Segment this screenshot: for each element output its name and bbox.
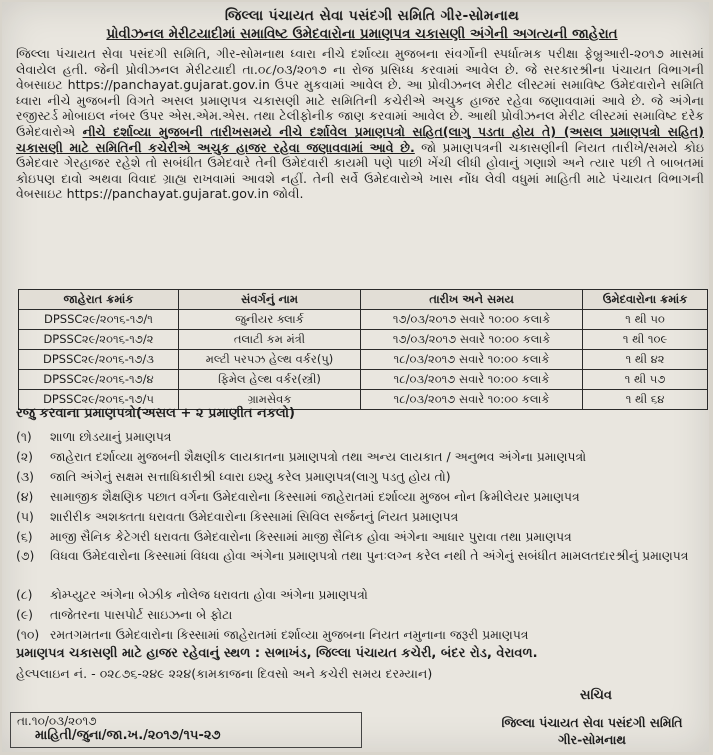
footer-reference-box — [10, 712, 362, 748]
col-candidate-range: ઉમેદવારોના ક્રમાંક — [583, 290, 708, 310]
item-number: (૩) — [16, 469, 34, 484]
item-text: રમતગમતના ઉમેદવારોના કિસ્સામાં જાહેરાતમાં દર્શાવ્યા મુજબના નિયત નમુનાના જરૂરી પ્રમાણપત્ર — [50, 627, 529, 642]
cell-cadre: ગ્રામસેવક — [178, 390, 360, 410]
table-row — [19, 310, 708, 330]
item-text: માજી સૈનિક કેટેગરી ધરાવતા ઉમેદવારોના કિસ્સામાં માજી સૈનિક હોવા અંગેના આધાર પુરાવા તથા પ્રમાણપત્ર — [50, 529, 572, 544]
item-text: શાળા છોડયાનું પ્રમાણપત્ર — [50, 429, 172, 444]
item-text: જાહેરાત દર્શાવ્યા મુજબની શૈક્ષણીક લાયકાતના પ્રમાણપત્રો તથા અન્ય લાયકાત / અનુભવ અંગેના પ્રમાણપત્રો — [50, 449, 587, 464]
venue-line: પ્રમાણપત્ર ચકાસણી માટે હાજર રહેવાનું સ્થળ : સભાખંડ, જિલ્લા પંચાયત કચેરી, બંદર રોડ, વેરાવળ. — [16, 646, 538, 661]
intro-part2: જો પ્રમાણપત્રની ચકાસણીની નિયત તારીખે/સમયે કોઇ ઉમેદવાર ગેરહાજર રહેશે તો સબંધીત ઉમેદવારે તેની ઉમેદવારી કાયમી પણે પાછી ખેંચી લીધી હોવાનું ગણાશે અને ત્યાર પછી તે બાબતમાં કોઇપણ દાવો અથવા વિવાદ ગ્રાહ્ય રાખવામાં આવશે નહીં. તેની સર્વે ઉમેદવારોએ ખાસ નોંધ લેવી વધુમાં માહિતી માટે પંચાયત વિભાગની વેબસાઇટ https://panchayat.gujarat.gov.in જોવી. — [16, 139, 704, 202]
cell-date-time: ૧૮/૦૩/૨૦૧૭ સવારે ૧૦:૦૦ કલાકે — [361, 370, 583, 390]
item-number: (૧૦) — [16, 627, 40, 642]
cell-candidate-range: ૧ થી ૧૦૯ — [583, 330, 708, 350]
col-cadre: સંવર્ગનું નામ — [178, 290, 360, 310]
cell-candidate-range: ૧ થી ૪૨ — [583, 350, 708, 370]
newspaper-notice — [2, 2, 709, 752]
list-item — [16, 625, 708, 645]
col-date-time: તારીખ અને સમય — [361, 290, 583, 310]
documents-heading: રજુ કરવાના પ્રમાણપત્રો(અસલ + ૨ પ્રમાણીત નકલો) — [16, 406, 295, 421]
item-number: (૧) — [16, 429, 32, 444]
list-item — [16, 507, 708, 527]
list-item — [16, 427, 708, 447]
table-row — [19, 350, 708, 370]
list-item — [16, 547, 708, 585]
cell-ad-number: DPSSC૨૯/૨૦૧૬-૧૭/૧ — [19, 310, 179, 330]
item-number: (૭) — [16, 548, 35, 563]
signatory-org-line2: ગીર-સોમનાથ — [558, 732, 626, 747]
signatory-org — [476, 714, 708, 748]
item-text: શારીરીક અશક્તતા ધરાવતા ઉમેદવારોના કિસ્સામાં સિવિલ સર્જનનું નિયત પ્રમાણપત્ર — [50, 509, 459, 524]
helpline: હેલ્પલાઇન નં. - ૦૨૮૭૬-૨૪૯ ૨૨૪(કામકાજના દિવસો અને કચેરી સમય દરમ્યાન) — [16, 666, 433, 681]
table-row — [19, 330, 708, 350]
cell-date-time: ૧૭/૦૩/૨૦૧૭ સવારે ૧૦:૦૦ કલાકે — [361, 310, 583, 330]
schedule-table — [18, 289, 708, 410]
table-row — [19, 370, 708, 390]
cell-cadre: ફિમેલ હેલ્થ વર્કર(સ્ત્રી) — [178, 370, 360, 390]
signatory-title: સચિવ — [580, 688, 612, 703]
footer-date: તા.૧૦/૦૩/૨૦૧૭ — [17, 714, 97, 728]
item-number: (૯) — [16, 607, 34, 622]
item-text: તાજેતરના પાસપોર્ટ સાઇઝના બે ફોટા — [50, 607, 233, 622]
cell-ad-number: DPSSC૨૯/૨૦૧૬-૧૭/૨ — [19, 330, 179, 350]
notice-title: પ્રોવીઝનલ મેરીટયાદીમાં સમાવિષ્ટ ઉમેદવારોના પ્રમાણપત્ર ચકાસણી અંગેની અગત્યની જાહેરાત — [106, 26, 618, 42]
cell-cadre: જુનીયર ક્લાર્ક — [178, 310, 360, 330]
item-text: જાતિ અંગેનું સક્ષમ સત્તાધિકારીશ્રી ધ્વારા ઇશ્યુ કરેલ પ્રમાણપત્ર(લાગુ પડતુ હોય તો) — [50, 469, 451, 484]
intro-paragraph — [16, 46, 704, 202]
intro-part1: જિલ્લા પંચાયત સેવા પસંદગી સમિતિ, ગીર-સોમનાથ ધ્વારા નીચે દર્શાવ્યા મુજબના સંવર્ગોની સ્પર્ધાત્મક પરીક્ષા ફેબ્રુઆરી-૨૦૧૭ માસમાં લેવાયેલ હતી. જેની પ્રોવીઝનલ મેરીટયાદી તા.૦૮/૦૩/૨૦૧૭ ના રોજ પ્રસિધ્ધ કરવામાં આવેલ છે. જે સરકારશ્રીના પંચાયત વિભાગની વેબસાઇટ https://panchayat.gujarat.gov.in ઉપર મુકવામાં આવેલ છે. આ પ્રોવીઝનલ મેરીટ લીસ્ટમાં સમાવિષ્ટ ઉમેદવારોને સમિતિ ધ્વારા નીચે મુજબની વિગતે અસલ પ્રમાણપત્ર ચકાસણી માટે સમિતિની કચેરીએ અચુક હાજર રહેવા જણાવવામાં આવે છે. જે અંગેના રજીસ્ટર્ડ મોબાઇલ નંબર ઉપર એસ.એમ.એસ. તથા ટેલીફોનીક જાણ કરવામાં આવેલ છે. આથી પ્રોવીઝનલ મેરીટ લીસ્ટમાં સમાવિષ્ટ દરેક ઉમેદવારોએ — [16, 46, 704, 139]
cell-cadre: મલ્ટી પરપઝ હેલ્થ વર્કર(પુ) — [178, 350, 360, 370]
signatory-org-line1: જિલ્લા પંચાયત સેવા પસંદગી સમિતિ — [501, 715, 683, 730]
cell-date-time: ૧૮/૦૩/૨૦૧૭ સવારે ૧૦:૦૦ કલાકે — [361, 350, 583, 370]
item-number: (૬) — [16, 529, 33, 544]
item-number: (૪) — [16, 489, 34, 504]
cell-candidate-range: ૧ થી ૬૪ — [583, 390, 708, 410]
list-item — [16, 585, 708, 605]
committee-title: જિલ્લા પંચાયત સેવા પસંદગી સમિતિ ગીર-સોમનાથ — [224, 8, 520, 24]
cell-ad-number: DPSSC૨૯/૨૦૧૬-૧૭/૫ — [19, 390, 179, 410]
item-text: કોમ્પ્યુટર અંગેના બેઝીક નોલેજ ધરાવતા હોવા અંગેના પ્રમાણપત્રો — [50, 587, 368, 602]
col-ad-number: જાહેરાત ક્રમાંક — [19, 290, 179, 310]
cell-date-time: ૧૮/૦૩/૨૦૧૭ સવારે ૧૦:૦૦ કલાકે — [361, 390, 583, 410]
cell-candidate-range: ૧ થી ૫૭ — [583, 370, 708, 390]
cell-ad-number: DPSSC૨૯/૨૦૧૬-૧૭/૩ — [19, 350, 179, 370]
item-number: (૮) — [16, 587, 33, 602]
item-text: વિધવા ઉમેદવારોના કિસ્સામાં વિધવા હોવા અંગેના પ્રમાણપત્રો તથા પુનઃલગ્ન કરેલ નથી તે અંગેનું સબંધીત મામલતદારશ્રીનું પ્રમાણપત્ર — [50, 548, 689, 563]
list-item — [16, 447, 708, 467]
list-item — [16, 605, 708, 625]
item-number: (૨) — [16, 449, 33, 464]
footer-reference: માહિતી/જુના/જા.ખ./૨૦૧૭/૧૫-૨૭ — [35, 728, 221, 743]
cell-ad-number: DPSSC૨૯/૨૦૧૬-૧૭/૪ — [19, 370, 179, 390]
list-item — [16, 487, 708, 507]
item-text: સામાજીક શૈક્ષણિક પછાત વર્ગના ઉમેદવારોના કિસ્સામાં જાહેરાતમાં દર્શાવ્યા મુજબ નોન ક્રિમીલેયર પ્રમાણપત્ર — [50, 489, 580, 504]
list-item — [16, 467, 708, 487]
schedule-header-row — [19, 290, 708, 310]
cell-candidate-range: ૧ થી ૫૦ — [583, 310, 708, 330]
cell-cadre: તલાટી કમ મંત્રી — [178, 330, 360, 350]
cell-date-time: ૧૭/૦૩/૨૦૧૭ સવારે ૧૦:૦૦ કલાકે — [361, 330, 583, 350]
documents-list — [16, 427, 708, 645]
list-item — [16, 527, 708, 547]
item-number: (૫) — [16, 509, 34, 524]
intro-underlined: નીચે દર્શાવ્યા મુજબની તારીખસમયે નીચે દર્શાવેલ પ્રમાણપત્રો સહિત(લાગુ પડતા હોય તે) (અસલ પ્રમાણપત્રો સહિત) ચકાસણી માટે સમિતિની કચેરીએ અચુક હાજર રહેવા જણાવવામાં આવે છે. — [16, 123, 704, 155]
